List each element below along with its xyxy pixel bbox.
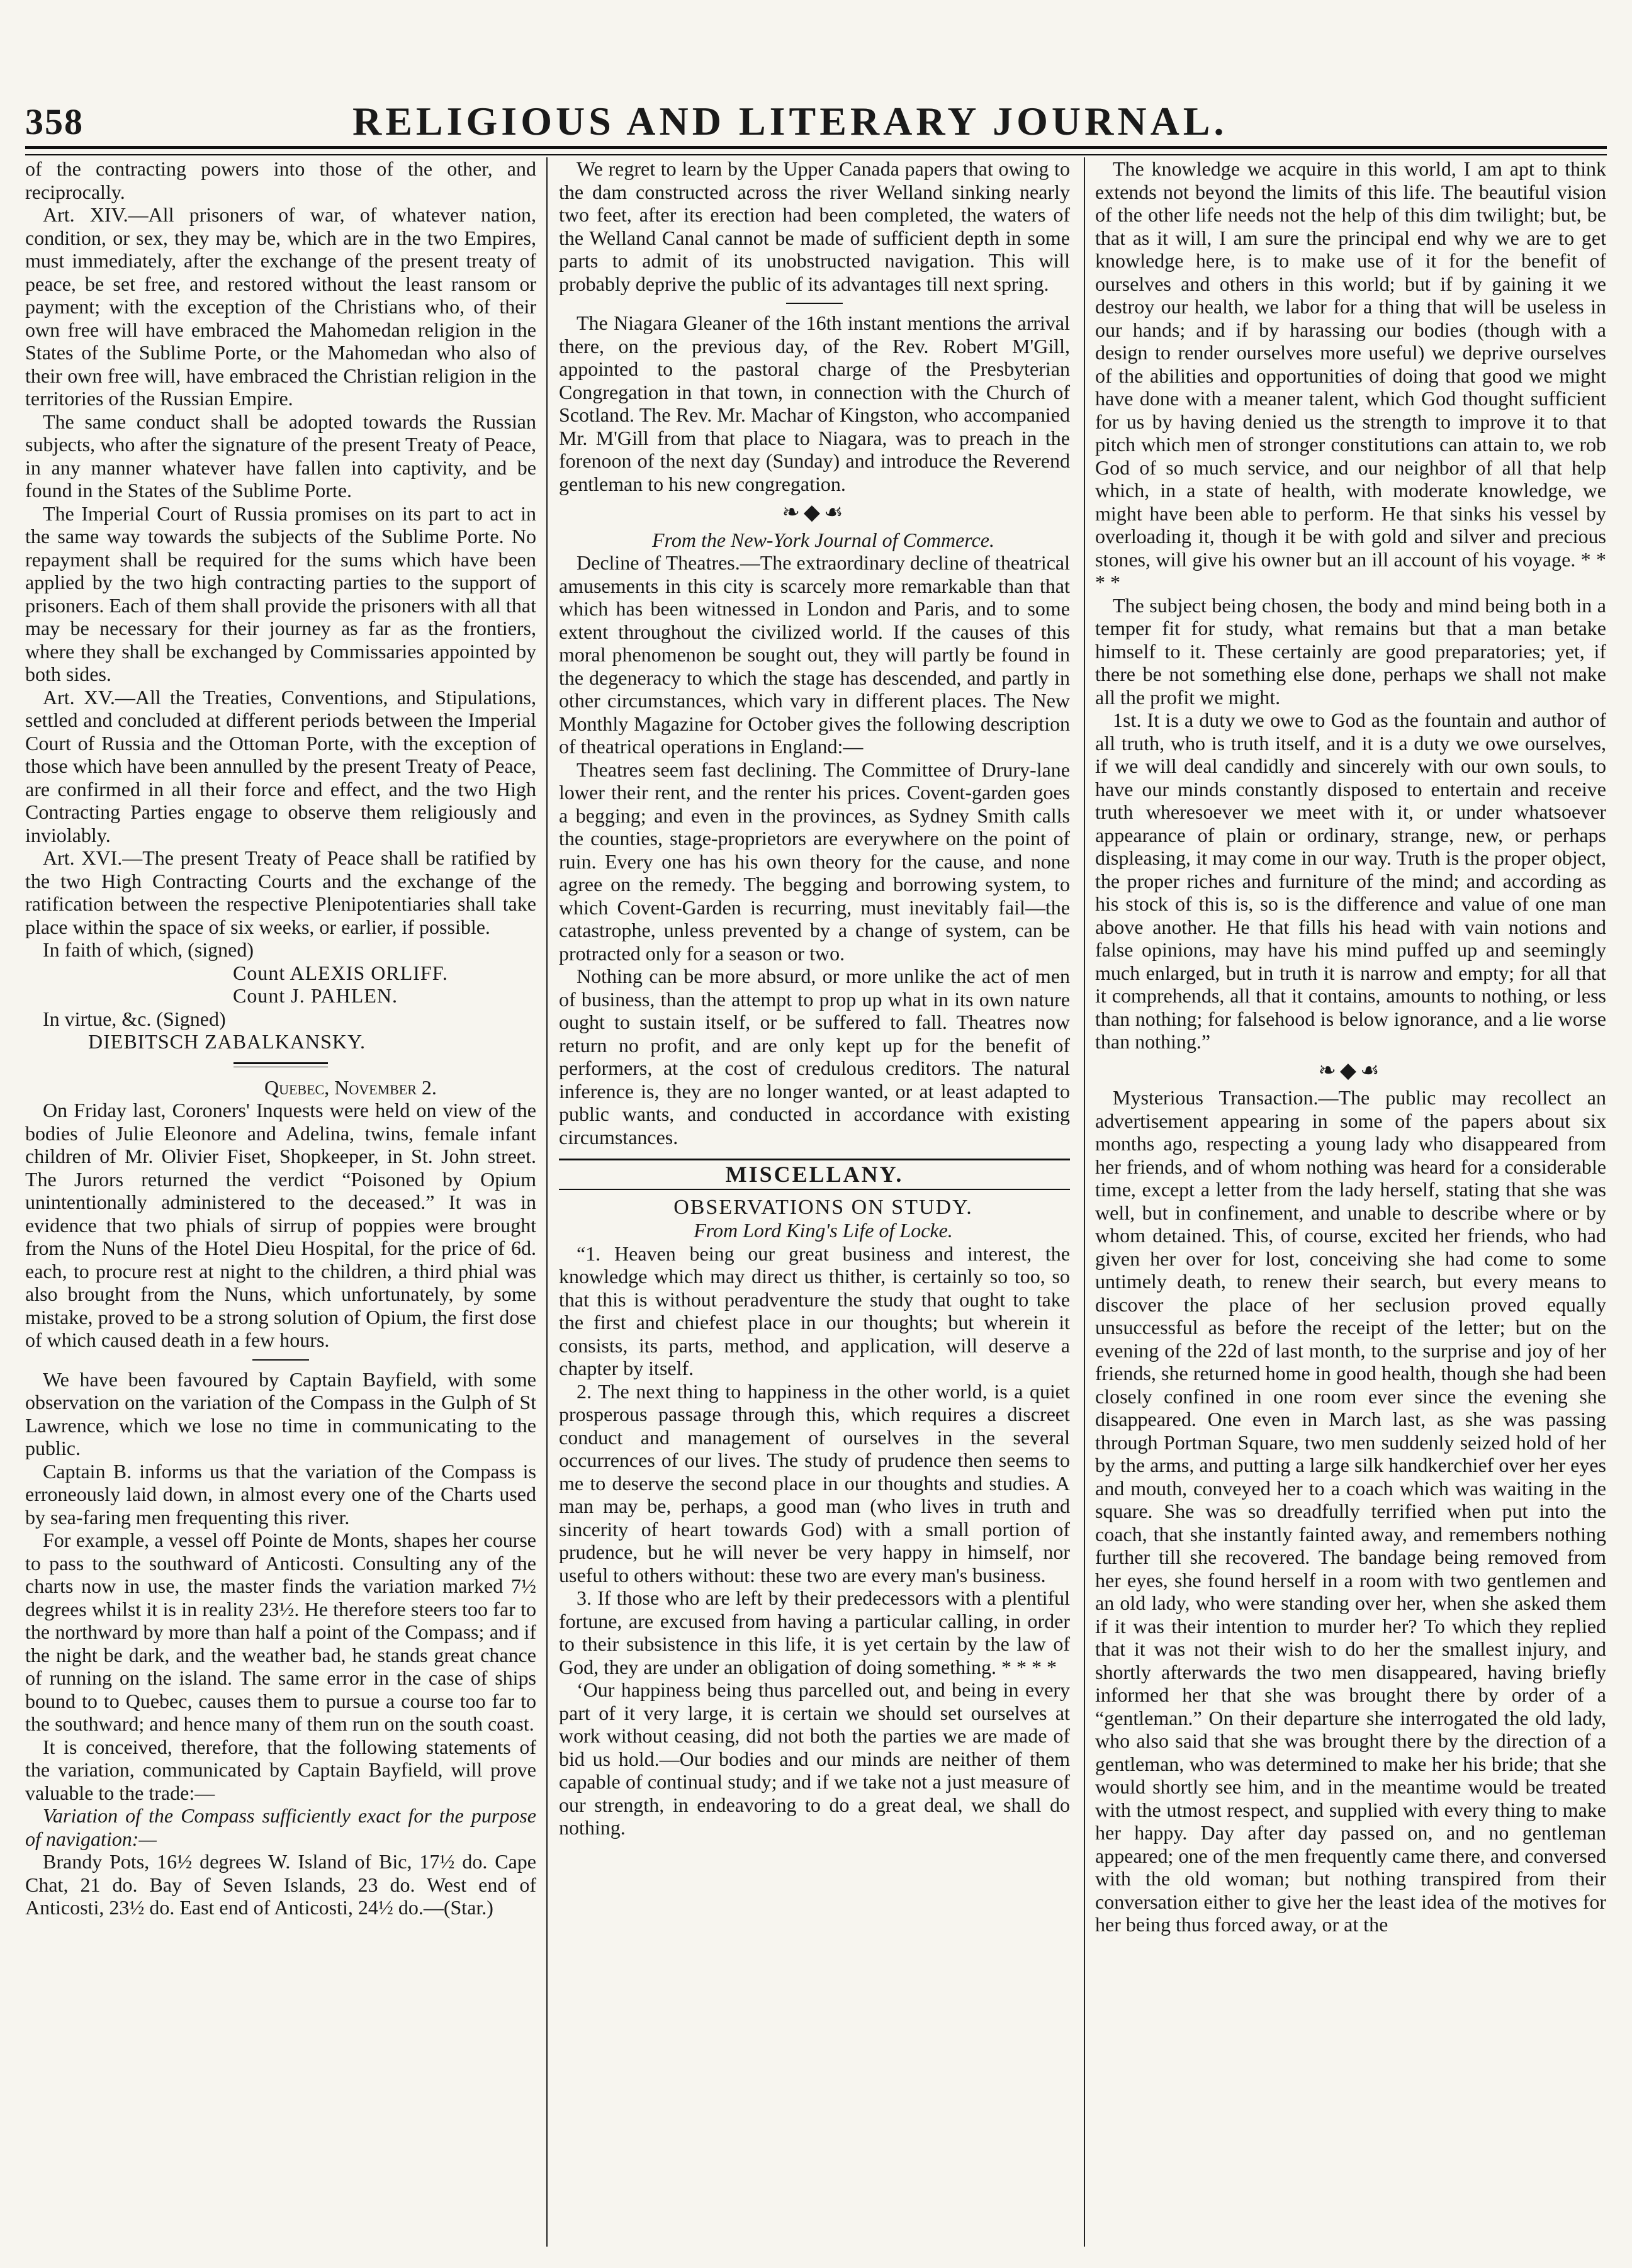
paragraph: For example, a vessel off Pointe de Monts, shapes her course to pass to the southward of Anticosti. Consulting any of the charts now in use, the master finds the variation marked 7½ degrees whilst it is in reality 23½. He therefore steers too far to the northward by more than half a point of the Compass; and if the night be dark, and the weather bad, he stands great chance of running on the island. The same error in the case of ships bound to to Quebec, causes them to pursue a course too far to the southward; and hence many of them run on the south coast. — [25, 1529, 536, 1735]
paragraph: The Niagara Gleaner of the 16th instant mentions the arrival there, on the previous day, of the Rev. Robert M'Gill, appointed to the pastoral charge of the Presbyterian Congregation in that town, in connection with the Church of Scotland. The Rev. Mr. Machar of Kingston, who accompanied Mr. M'Gill from that place to Niagara, was to preach in the forenoon of the next day (Sunday) and introduce the Reverend gentleman to his new congregation. — [559, 312, 1070, 495]
paragraph: 1st. It is a duty we owe to God as the fountain and author of all truth, who is truth itself, and it is a duty we owe ourselves, if we will deal candidly and sincerely with our own souls, to have our minds constantly disposed to entertain and receive truth wheresoever we meet with it, or under whatsoever appearance of plain or ordinary, strange, new, or perhaps displeasing, it may come in our way. Truth is the proper object, the proper riches and furniture of the mind; and according as his stock of this is, so is the difference and value of one man above another. He that fills his head with vain notions and false opinions, may have his mind puffed up and seemingly much enlarged, but in truth it is narrow and empty; for all that it comprehends, all that it contains, amounts to nothing, or less than nothing; for falsehood is below ignorance, and a lie worse than nothing.” — [1095, 709, 1606, 1053]
signature: DIEBITSCH ZABALKANSKY. — [88, 1030, 366, 1053]
paragraph: We regret to learn by the Upper Canada papers that owing to the dam constructed across the river Welland sinking nearly two feet, after its erection had been completed, the waters of the Welland Canal cannot be made of sufficient depth in some parts to admit of its unobstructed navigation. This will probably deprive the public of its advantages till next spring. — [559, 157, 1070, 295]
header-rule — [25, 146, 1607, 155]
page-number: 358 — [25, 101, 84, 142]
paragraph: Art. XVI.—The present Treaty of Peace shall be ratified by the two High Contracting Courts and the exchange of the ratification between the respective Plenipotentiaries shall take place within the space of six weeks, or earlier, if possible. — [25, 846, 536, 938]
paragraph: Decline of Theatres.—The extraordinary decline of theatrical amusements in this city is scarcely more remarkable than that which has been witnessed in London and Paris, and to some extent throughout the civilized world. If the causes of this moral phenomenon be sought out, they will partly be found in the degeneracy to which the stage has descended, and partly in other circumstances, which vary in different places. The New Monthly Magazine for October gives the following description of theatrical operations in England:— — [559, 551, 1070, 758]
paragraph: In virtue, &c. (Signed) — [43, 1007, 226, 1030]
paragraph: Captain B. informs us that the variation of the Compass is erroneously laid down, in almost every one of the Charts used by sea-faring men frequenting this river. — [25, 1459, 536, 1529]
paragraph: The knowledge we acquire in this world, I am apt to think extends not beyond the limits of this life. The beautiful vision of the other life needs not the help of this dim twilight; but, be that as it will, I am sure the principal end why we are to get knowledge here, is to make use of it for the benefit of ourselves and others in this world; but if by gaining it we destroy our health, we labor for a thing that will be useless in our hands; and if by harassing our bodies (though with a design to render ourselves more useful) we deprive ourselves of the abilities and opportunities of doing that good we might have done with a meaner talent, which God thought sufficient for us by having denied us the strength to improve it to that pitch which men of stronger constitutions can attain to, we rob God of so much service, and our neighbor of all that help which, in a state of health, with moderate knowledge, we might have been able to perform. He that sinks his vessel by overloading it, though it be with gold and silver and precious stones, will give his owner but an ill account of his voyage. * * * * — [1095, 157, 1606, 593]
signature: Count J. PAHLEN. — [233, 984, 398, 1007]
paragraph: Brandy Pots, 16½ degrees W. Island of Bic, 17½ do. Cape Chat, 21 do. Bay of Seven Islands, 23 do. West end of Anticosti, 23½ do. East end of Anticosti, 24½ do.—(Star.) — [25, 1850, 536, 1919]
dateline: Quebec, November 2. — [264, 1075, 437, 1099]
ornament-divider: ❧◆☙ — [782, 501, 847, 524]
section-rule — [234, 1062, 328, 1067]
column-left — [25, 157, 536, 1919]
paragraph: Nothing can be more absurd, or more unlike the act of men of business, than the attempt to prop up what in its own nature ought to sustain itself, or be suffered to fall. Theatres now return no profit, and are only kept up for the benefit of performers, at the cost of credulous creditors. The natural inference is, they are no longer wanted, or at least adapted to public wants, and conducted in accordance with existing circumstances. — [559, 965, 1070, 1148]
paragraph: The Imperial Court of Russia promises on its part to act in the same way towards the subjects of the Sublime Porte. No repayment shall be required for the sums which have been applied by the two high contracting parties to the support of prisoners. Each of them shall provide the prisoners with all that may be necessary for their journey as far as the frontiers, where they shall be exchanged by Commissaries appointed by both sides. — [25, 502, 536, 685]
paragraph: We have been favoured by Captain Bayfield, with some observation on the variation of the Compass in the Gulph of St Lawrence, which we lose no time in communicating to the public. — [25, 1367, 536, 1459]
source-line: From Lord King's Life of Locke. — [694, 1219, 953, 1242]
paragraph: Variation of the Compass sufficiently exact for the purpose of navigation:— — [25, 1804, 536, 1850]
signature: Count ALEXIS ORLIFF. — [233, 961, 448, 984]
section-rule — [786, 303, 843, 304]
paragraph: Theatres seem fast declining. The Committee of Drury-lane lower their rent, and the renter his prices. Covent-garden goes a begging; and even in the provinces, as Sydney Smith calls the counties, stage-proprietors are everywhere on the point of ruin. Every one has his own theory for the cause, and none agree on the remedy. The begging and borrowing system, to which Covent-Garden is recurring, must inevitably fail—the catastrophe, unless prevented by a change of system, can be protracted only for a season or two. — [559, 758, 1070, 965]
journal-page — [25, 94, 1607, 2247]
paragraph: Mysterious Transaction.—The public may recollect an advertisement appearing in some of the papers about six months ago, respecting a young lady who disappeared from her friends, and of whom nothing was heard for a considerable time, except a letter from the lady herself, stating that she was well, but in confinement, and unable to describe where or by whom detained. This, of course, excited her friends, who had given her over for lost, conceiving she had come to some untimely death, to renew their search, but every means to discover the place of her seclusion proved equally unsuccessful as before the receipt of the letter; but on the evening of the 22d of last month, to the surprise and joy of her friends, she returned home in good health, though she had been closely confined in one room ever since the evening she disappeared. One even in March last, as she was passing through Portman Square, two men suddenly seized hold of her by the arms, and putting a large silk handkerchief over her eyes and mouth, conveyed her to a coach which was waiting in the square. She was so dreadfully terrified when put into the coach, that she instantly fainted away, and remembers nothing further till she recovered. The bandage being removed from her eyes, she found herself in a room with two gentlemen and an old lady, who were standing over her, when she asked them if it was their intention to murder her? To which they replied that it was not their wish to do her the smallest injury, and shortly afterwards the two men disappeared, having briefly informed her that she was brought there by order of a “gentleman.” On their departure she interrogated the old lady, who also said that she was brought there by the direction of a gentleman, who was determined to make her his bride; that she would shortly see him, and in the meantime would be treated with the utmost respect, and supplied with every thing to make her happy. Day after day passed on, and no gentleman appeared; one of the men frequently came there, and conversed with the old woman; but nothing transpired from their conversation either to give her the least idea of the motives for her being thus forced away, or at the — [1095, 1086, 1606, 1936]
column-divider — [1084, 157, 1085, 2247]
paragraph: Art. XIV.—All prisoners of war, of whatever nation, condition, or sex, they may be, which are in the two Empires, must immediately, after the exchange of the present treaty of peace, be set free, and restored without the least ransom or payment; with the exception of the Christians who, of their own free will have embraced the Mahomedan religion in the States of the Sublime Porte, or the Mahomedan who also of their own free will, have embraced the Christian religion in the territories of the Russian Empire. — [25, 203, 536, 410]
journal-title: RELIGIOUS AND LITERARY JOURNAL. — [352, 99, 1228, 143]
section-rule — [252, 1359, 309, 1361]
paragraph: In faith of which, (signed) — [43, 938, 254, 961]
paragraph: of the contracting powers into those of the other, and reciprocally. — [25, 157, 536, 203]
source-line: From the New-York Journal of Commerce. — [652, 528, 994, 551]
paragraph: On Friday last, Coroners' Inquests were held on view of the bodies of Julie Eleonore and Adelina, twins, female infant children of Mr. Olivier Fiset, Shopkeeper, in St. John street. The Jurors returned the verdict “Poisoned by Opium unintentionally administered to the deceased.” It was in evidence that two phials of sirrup of poppies were brought from the Nuns of the Hotel Dieu Hospital, for the price of 6d. each, to procure rest at night to the children, a third phial was also brought from the Nuns, which unfortunately, by some mistake, proved to be a strong solution of Opium, the first dose of which caused death in a few hours. — [25, 1099, 536, 1351]
paragraph: “1. Heaven being our great business and interest, the knowledge which may direct us thither, is certainly so too, so that this is without peradventure the study that ought to take the first and chiefest place in our thoughts; but wherein it consists, its parts, method, and application, will deserve a chapter by itself. — [559, 1242, 1070, 1379]
paragraph: It is conceived, therefore, that the following statements of the variation, communicated by Captain Bayfield, will prove valuable to the trade:— — [25, 1735, 536, 1804]
column-right — [1095, 157, 1606, 1936]
article-title: OBSERVATIONS ON STUDY. — [673, 1195, 973, 1219]
column-divider — [546, 157, 548, 2247]
ornament-divider: ❧◆☙ — [1318, 1058, 1383, 1082]
paragraph: 3. If those who are left by their predecessors with a plentiful fortune, are excused from having a particular calling, in order to their subsistence in this life, it is yet certain by the law of God, they are under an obligation of doing something. * * * * — [559, 1586, 1070, 1678]
paragraph: ‘Our happiness being thus parcelled out, and being in every part of it very large, it is certain we should set ourselves at work without ceasing, did not both the parties we are made of bid us hold.—Our bodies and our minds are neither of them capable of continual study; and if we take not a just measure of our strength, in endeavoring to do a great deal, we shall do nothing. — [559, 1678, 1070, 1839]
page-header — [25, 94, 1607, 145]
paragraph: 2. The next thing to happiness in the other world, is a quiet prosperous passage through this, which requires a discreet conduct and management of ourselves in the several occurrences of our lives. The study of prudence then seems to me to deserve the second place in our thoughts and studies. A man may be, perhaps, a good man (who lives in truth and sincerity of heart towards God) with a small portion of prudence, but he will never be very happy in himself, nor useful to others without: these two are every man's business. — [559, 1379, 1070, 1586]
paragraph: The subject being chosen, the body and mind being both in a temper fit for study, what remains but that a man betake himself to it. These certainly are good preparatories; yet, if there be not something else done, perhaps we shall not make all the profit we might. — [1095, 593, 1606, 709]
column-middle — [559, 157, 1070, 1839]
paragraph: The same conduct shall be adopted towards the Russian subjects, who after the signature of the present Treaty of Peace, in any manner whatever have fallen into captivity, and be found in the States of the Sublime Porte. — [25, 410, 536, 502]
section-heading-miscellany: MISCELLANY. — [559, 1159, 1070, 1190]
paragraph: Art. XV.—All the Treaties, Conventions, and Stipulations, settled and concluded at different periods between the Imperial Court of Russia and the Ottoman Porte, with the exception of those which have been annulled by the present Treaty of Peace, are confirmed in all their force and effect, and the two High Contracting Parties engage to observe them religiously and inviolably. — [25, 685, 536, 846]
